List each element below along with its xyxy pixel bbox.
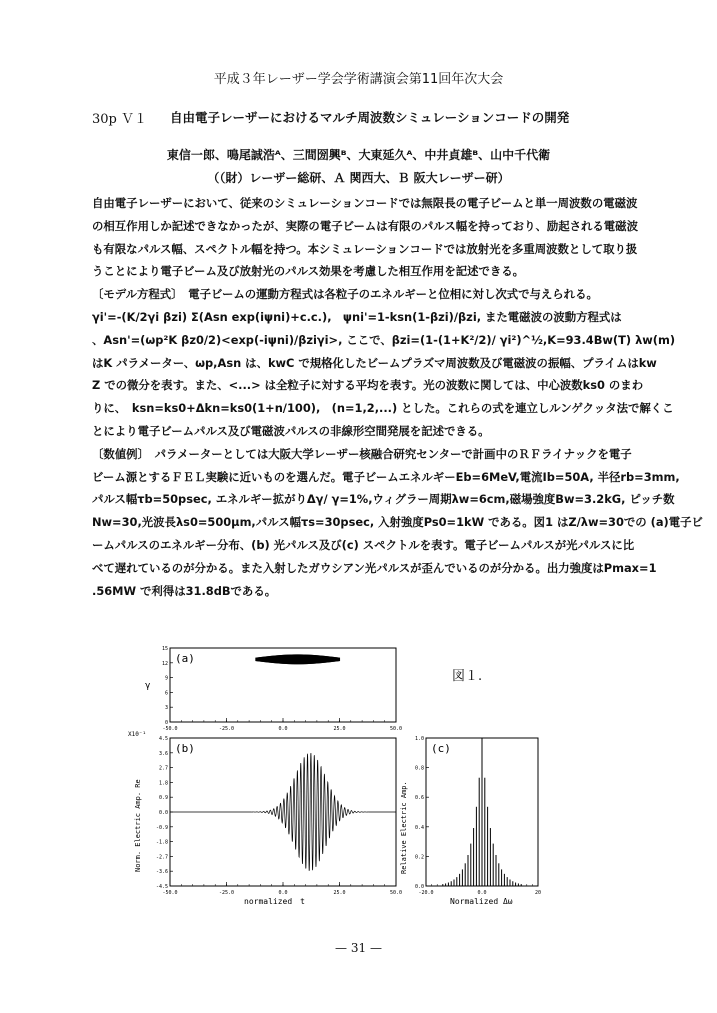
panel-b-xtick-label: -50.0	[162, 890, 178, 896]
body-line: も有限なパルス幅、スペクトル幅を持つ。本シミュレーションコードでは放射光を多重周波数として取り扱	[92, 241, 638, 256]
body-line: γi'=-(K/2γi βzi) Σ(Asn exp(iψni)+c.c.), ψni'=1-ksn(1-βzi)/βzi, また電磁波の波動方程式は	[92, 309, 622, 324]
panel-b-ytick-label: -0.9	[155, 824, 168, 831]
body-line: うことにより電子ビーム及び放射光のパルス効果を考慮した相互作用を記述できる。	[92, 264, 525, 279]
panel-b-xtick-label: 0.0	[278, 890, 288, 896]
body-line: りに、 ksn=ks0+Δkn=ks0(1+n/100), (n=1,2,...) とした。これらの式を連立しルンゲクッタ法で解くこ	[92, 401, 674, 416]
panel-c-ytick-label: 0.8	[414, 765, 424, 772]
body-line: 、Asn'=(ωp²K βz0/2)<exp(-iψni)/βziγi>, ここで、βzi=(1-(1+K²/2)/ γi²)^½,K=93.4Bw(T) λw(m)	[92, 332, 676, 347]
body-line: Z での微分を表す。また、<...> は全粒子に対する平均を表す。光の波数に関しては、中心波数ks0 のまわ	[92, 378, 644, 393]
panel-c-ytick-label: 0.6	[414, 795, 424, 802]
panel-c-xtick-label: 0.0	[477, 890, 487, 896]
panel-c-xtick-label: 20	[534, 890, 542, 896]
figure-label: 図１.	[452, 669, 483, 684]
panel-a-xtick-label: 0.0	[278, 726, 288, 732]
author-list: 東信一郎、鳴尾誠浩ᴬ、三間圀興ᴮ、大東延久ᴬ、中井貞雄ᴮ、山中千代衛	[166, 148, 551, 162]
body-line: とにより電子ビームパルス及び電磁波パルスの非線形空間発展を記述できる。	[92, 423, 490, 438]
page-number: — 31 —	[335, 941, 382, 955]
panel-b-ytick-label: 4.5	[158, 736, 168, 742]
panel-b-ytick-label: 2.7	[158, 765, 168, 772]
panel-b-ytick-label: -2.7	[155, 854, 168, 861]
affiliation: （（財）レーザー総研、Ａ 関西大、Ｂ 阪大レーザー研）	[207, 171, 510, 185]
panel-c-ytick-label: 1.0	[414, 736, 424, 742]
body-line: パルス幅τb=50psec, エネルギー拡がりΔγ/ γ=1%,ウィグラー周期λw=6cm,磁場強度Bw=3.2kG, ピッチ数	[92, 492, 675, 507]
panel-b-ytick-label: 0.0	[158, 810, 168, 816]
panel-b-waveform	[170, 753, 396, 871]
panel-b-ytick-label: 0.9	[158, 795, 168, 802]
panel-a-tag: (a)	[175, 652, 195, 665]
conference-title: 平成３年レーザー学会学術講演会第11回年次大会	[213, 72, 504, 87]
panel-b-xtick-label: 25.0	[333, 890, 346, 896]
panel-a-data	[256, 654, 340, 664]
panel-b-ytick-label: -3.6	[155, 869, 168, 876]
panel-b-xlabel: normalized t	[244, 897, 305, 906]
paper-code: 30p Ｖ１	[92, 112, 147, 127]
panel-a-ytick-label: 3	[164, 705, 168, 712]
panel-a-ytick-label: 12	[161, 660, 168, 667]
panel-c-spectrum	[443, 738, 521, 886]
panel-a-xtick-label: -50.0	[162, 726, 178, 732]
panel-c-tag: (c)	[431, 742, 451, 755]
panel-c-ytick-label: 0.2	[414, 854, 424, 861]
body-line: 自由電子レーザーにおいて、従来のシミュレーションコードでは無限長の電子ビームと単一周波数の電磁波	[92, 196, 638, 210]
panel-c-ytick-label: 0.0	[414, 884, 424, 890]
body-line: ビーム源とするＦＥＬ実験に近いものを選んだ。電子ビームエネルギーEb=6MeV,電流Ib=50A, 半径rb=3mm,	[92, 469, 680, 484]
panel-c-ytick-label: 0.4	[414, 824, 424, 831]
panel-b-ytick-label: 1.8	[158, 780, 168, 787]
panel-b-xtick-label: 50.0	[389, 890, 403, 896]
panel-b-scale: X10⁻¹	[128, 731, 147, 738]
body-line: 〔数値例〕 パラメーターとしては大阪大学レーザー核融合研究センターで計画中のＲＦライナックを電子	[92, 446, 632, 461]
body-line: ームパルスのエネルギー分布、(b) 光パルス及び(c) スペクトルを表す。電子ビームパルスが光パルスに比	[92, 537, 635, 552]
panel-a-ytick-label: 0	[164, 720, 168, 726]
abstract-body	[92, 192, 703, 602]
panel-c-xlabel: Normalized Δω	[450, 897, 513, 906]
body-line: 〔モデル方程式〕 電子ビームの運動方程式は各粒子のエネルギーと位相に対し次式で与えられる。	[92, 287, 598, 302]
panel-a-xtick-label: -25.0	[218, 726, 235, 732]
body-line: .56MW で利得は31.8dBである。	[92, 583, 277, 598]
panel-a-ytick-label: 15	[161, 646, 168, 652]
body-line: はK パラメーター、ωp,Asn は、kwC で規格化したビームプラズマ周波数及び電磁波の振幅、プライムはkw	[92, 355, 657, 370]
panel-b-ylabel: Norm. Electric Amp. Re	[134, 779, 142, 872]
panel-a-xtick-label: 25.0	[333, 726, 346, 732]
body-line: の相互作用しか記述できなかったが、実際の電子ビームは有限のパルス幅を持っており、励起される電磁波	[92, 218, 638, 233]
panel-b-ytick-label: -4.5	[155, 884, 168, 890]
figure-1	[0, 640, 717, 915]
panel-c-ylabel: Relative Electric Amp.	[400, 781, 408, 874]
paper-title: 自由電子レーザーにおけるマルチ周波数シミュレーションコードの開発	[170, 110, 570, 125]
panel-b-ytick-label: 3.6	[158, 750, 168, 757]
panel-b-tag: (b)	[175, 742, 195, 755]
panel-b-ytick-label: -1.8	[155, 839, 168, 846]
panel-a-ylabel: γ	[145, 681, 151, 691]
panel-b-xtick-label: -25.0	[218, 890, 235, 896]
panel-a-ytick-label: 9	[164, 675, 168, 682]
panel-a-ytick-label: 6	[164, 690, 168, 697]
body-line: Nw=30,光波長λs0=500μm,パルス幅τs=30psec, 入射強度Ps0=1kW である。図1 はZ/λw=30での (a)電子ビ	[92, 515, 703, 530]
panel-c-xtick-label: -20.0	[418, 890, 434, 896]
panel-a-xtick-label: 50.0	[389, 726, 403, 732]
body-line: べて遅れているのが分かる。また入射したガウシアン光パルスが歪んでいるのが分かる。出力強度はPmax=1	[92, 560, 657, 575]
